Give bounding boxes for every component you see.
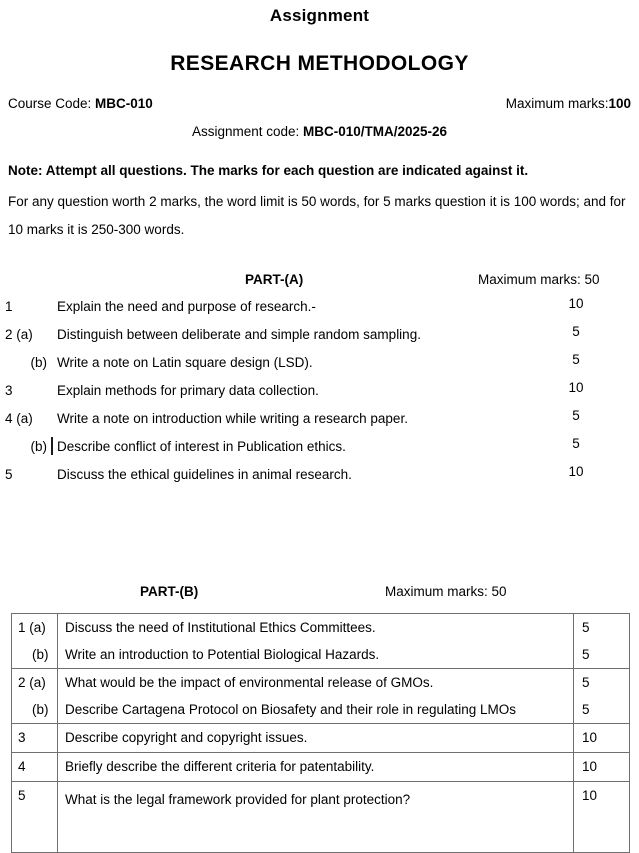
- question-number: 4 (a): [5, 411, 33, 426]
- question-text: Describe Cartagena Protocol on Biosafety and their role in regulating LMOs: [65, 702, 516, 717]
- question-number: 2 (a): [5, 327, 33, 342]
- assignment-code-label: Assignment code:: [191, 124, 303, 139]
- question-number: 1: [5, 299, 13, 314]
- question-text: Discuss the need of Institutional Ethics Committees.: [65, 620, 376, 635]
- table-cell: [58, 782, 574, 853]
- part-a-question-row: [0, 296, 639, 324]
- question-marks: 10: [582, 730, 598, 745]
- part-b-question-table: [11, 613, 630, 853]
- table-cell: [574, 669, 630, 724]
- question-marks: 10: [568, 380, 584, 395]
- question-marks: 10: [568, 464, 584, 479]
- table-row: [12, 614, 630, 669]
- question-text: What is the legal framework provided for plant protection?: [65, 792, 411, 807]
- part-b-maximum-marks: Maximum marks: 50: [385, 584, 507, 599]
- part-a-header: [8, 272, 633, 290]
- course-code-value: MBC-010: [95, 96, 153, 111]
- table-cell: [12, 782, 58, 853]
- question-number: 3: [5, 383, 13, 398]
- part-a-question-row: [0, 324, 639, 352]
- question-marks: 5: [582, 702, 590, 717]
- question-marks: 5: [582, 647, 590, 662]
- text-cursor-icon: [51, 437, 53, 455]
- table-cell: [58, 669, 574, 724]
- question-marks: 10: [582, 788, 598, 803]
- course-code-label: Course Code:: [8, 96, 96, 111]
- table-cell: [12, 724, 58, 753]
- question-marks: 5: [572, 324, 580, 339]
- question-number: (b): [32, 647, 49, 662]
- question-text: Explain the need and purpose of research.-: [57, 299, 316, 314]
- note-body: For any question worth 2 marks, the word limit is 50 words, for 5 marks question it is 100 words; and for 10 marks it is 250-300 words.: [8, 194, 626, 237]
- question-marks: 5: [572, 352, 580, 367]
- question-number: (b): [30, 355, 47, 370]
- part-a-question-row: [0, 408, 639, 436]
- assignment-code-value: MBC-010/TMA/2025-26: [303, 124, 448, 139]
- table-cell: [12, 614, 58, 669]
- part-a-question-row: [0, 352, 639, 380]
- assignment-code: [0, 124, 639, 139]
- part-a-question-row: [0, 380, 639, 408]
- question-marks: 5: [572, 436, 580, 451]
- question-marks: 5: [582, 675, 590, 690]
- table-cell: [574, 614, 630, 669]
- page-title: Assignment: [269, 6, 370, 25]
- question-text: Write a note on introduction while writing a research paper.: [57, 411, 408, 426]
- table-cell: [574, 753, 630, 782]
- question-number: 4: [18, 759, 26, 774]
- table-cell: [58, 614, 574, 669]
- table-cell: [574, 782, 630, 853]
- question-number: (b): [30, 439, 47, 454]
- part-a-maximum-marks: Maximum marks: 50: [478, 272, 600, 287]
- question-marks: 5: [582, 620, 590, 635]
- question-number: 5: [18, 788, 26, 803]
- question-text: Write an introduction to Potential Biological Hazards.: [65, 647, 380, 662]
- table-row: [12, 782, 630, 853]
- question-text: Explain methods for primary data collection.: [57, 383, 319, 398]
- table-row: [12, 669, 630, 724]
- maximum-marks: [506, 96, 631, 111]
- question-text: Write a note on Latin square design (LSD).: [57, 355, 313, 370]
- question-number: 3: [18, 730, 26, 745]
- part-b-label: PART-(B): [140, 584, 199, 599]
- question-text: Describe conflict of interest in Publication ethics.: [57, 439, 346, 454]
- table-cell: [12, 669, 58, 724]
- table-cell: [12, 753, 58, 782]
- part-b-header: [8, 584, 633, 602]
- course-code: [8, 96, 153, 111]
- note-heading: Note: Attempt all questions. The marks for each question are indicated against it.: [8, 163, 529, 178]
- part-a-question-row: [0, 436, 639, 464]
- table-row: [12, 753, 630, 782]
- table-row: [12, 724, 630, 753]
- question-text: Distinguish between deliberate and simple random sampling.: [57, 327, 421, 342]
- table-cell: [58, 724, 574, 753]
- question-number: 1 (a): [18, 620, 46, 635]
- part-a-question-row: [0, 464, 639, 492]
- maximum-marks-value: 100: [608, 96, 631, 111]
- question-number: (b): [32, 702, 49, 717]
- question-marks: 5: [572, 408, 580, 423]
- question-text: Discuss the ethical guidelines in animal research.: [57, 467, 352, 482]
- question-text: Briefly describe the different criteria for patentability.: [65, 759, 375, 774]
- part-a-question-list: [0, 296, 639, 492]
- course-meta-row: [8, 96, 631, 111]
- maximum-marks-label: Maximum marks:: [505, 96, 609, 111]
- question-marks: 10: [582, 759, 598, 774]
- subject-title: RESEARCH METHODOLOGY: [170, 52, 469, 75]
- question-number: 2 (a): [18, 675, 46, 690]
- question-number: 5: [5, 467, 13, 482]
- table-cell: [574, 724, 630, 753]
- question-text: What would be the impact of environmental release of GMOs.: [65, 675, 434, 690]
- part-b-table-body: [12, 614, 630, 853]
- question-text: Describe copyright and copyright issues.: [65, 730, 308, 745]
- table-cell: [58, 753, 574, 782]
- part-a-label: PART-(A): [245, 272, 304, 287]
- question-marks: 10: [568, 296, 584, 311]
